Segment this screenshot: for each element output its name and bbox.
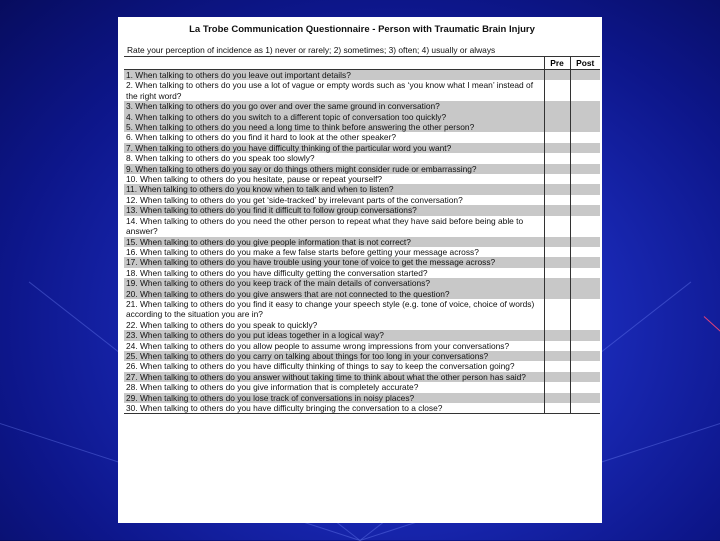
pre-rating-cell[interactable] — [544, 101, 570, 111]
question-text: 18. When talking to others do you have difficulty getting the conversation started? — [126, 267, 428, 278]
question-text: 30. When talking to others do you have difficulty bringing the conversation to a close? — [124, 403, 544, 414]
pre-rating-cell[interactable] — [544, 205, 570, 215]
question-row — [124, 112, 600, 122]
pre-rating-cell[interactable] — [544, 174, 570, 184]
post-rating-cell[interactable] — [570, 361, 600, 371]
post-rating-cell[interactable] — [570, 299, 600, 320]
question-text: 29. When talking to others do you lose track of conversations in noisy places? — [124, 393, 544, 403]
pre-rating-cell[interactable] — [544, 320, 570, 330]
question-row — [124, 299, 600, 320]
accent-line — [704, 316, 720, 337]
question-row — [124, 184, 600, 194]
pre-rating-cell[interactable] — [544, 80, 570, 101]
question-row — [124, 153, 600, 163]
post-rating-cell[interactable] — [570, 132, 600, 142]
question-row — [124, 195, 600, 205]
question-row — [124, 341, 600, 351]
post-rating-cell[interactable] — [570, 393, 600, 403]
question-text: 13. When talking to others do you find it difficult to follow group conversations? — [124, 205, 544, 215]
pre-rating-cell[interactable] — [544, 132, 570, 142]
post-rating-cell[interactable] — [570, 112, 600, 122]
post-rating-cell[interactable] — [570, 101, 600, 111]
pre-rating-cell[interactable] — [544, 112, 570, 122]
pre-rating-cell[interactable] — [544, 268, 570, 278]
pre-rating-cell[interactable] — [544, 299, 570, 320]
post-rating-cell[interactable] — [570, 247, 600, 257]
pre-rating-cell[interactable] — [544, 122, 570, 132]
question-text: 11. When talking to others do you know when to talk and when to listen? — [124, 184, 544, 194]
post-rating-cell[interactable] — [570, 382, 600, 392]
question-text: 19. When talking to others do you keep track of the main details of conversations? — [124, 278, 544, 288]
post-rating-cell[interactable] — [570, 195, 600, 205]
question-row — [124, 278, 600, 288]
instructions: Rate your perception of incidence as 1) never or rarely; 2) sometimes; 3) often; 4) usually or always — [127, 45, 496, 55]
question-text: 6. When talking to others do you find it hard to look at the other speaker? — [126, 132, 397, 143]
post-rating-cell[interactable] — [570, 268, 600, 278]
pre-rating-cell[interactable] — [544, 70, 570, 81]
question-text: 9. When talking to others do you say or do things others might consider rude or embarrassing? — [124, 164, 544, 174]
pre-rating-cell[interactable] — [544, 341, 570, 351]
post-rating-cell[interactable] — [570, 237, 600, 247]
question-row — [124, 289, 600, 299]
question-text: 17. When talking to others do you have trouble using your tone of voice to get the message across? — [124, 257, 544, 267]
questionnaire-sheet — [118, 17, 602, 523]
question-row — [124, 216, 600, 237]
post-rating-cell[interactable] — [570, 341, 600, 351]
question-row — [124, 143, 600, 153]
question-text: 23. When talking to others do you put ideas together in a logical way? — [124, 330, 544, 340]
post-rating-cell[interactable] — [570, 205, 600, 215]
pre-rating-cell[interactable] — [544, 372, 570, 382]
post-column-header: Post — [570, 57, 600, 70]
pre-rating-cell[interactable] — [544, 143, 570, 153]
question-text: 3. When talking to others do you go over and over the same ground in conversation? — [124, 101, 544, 111]
post-rating-cell[interactable] — [570, 216, 600, 237]
question-row — [124, 101, 600, 111]
document-title: La Trobe Communication Questionnaire - Person with Traumatic Brain Injury — [189, 24, 535, 35]
question-row — [124, 372, 600, 382]
question-row — [124, 268, 600, 278]
question-text: 28. When talking to others do you give information that is completely accurate? — [126, 382, 419, 393]
post-rating-cell[interactable] — [570, 372, 600, 382]
pre-rating-cell[interactable] — [544, 361, 570, 371]
questionnaire-table — [124, 56, 600, 414]
post-rating-cell[interactable] — [570, 70, 600, 81]
question-row — [124, 320, 600, 330]
pre-rating-cell[interactable] — [544, 382, 570, 392]
pre-rating-cell[interactable] — [544, 237, 570, 247]
post-rating-cell[interactable] — [570, 289, 600, 299]
question-row — [124, 205, 600, 215]
pre-rating-cell[interactable] — [544, 289, 570, 299]
question-row — [124, 70, 600, 81]
question-row — [124, 257, 600, 267]
question-text: 1. When talking to others do you leave out important details? — [124, 70, 544, 81]
question-text: 27. When talking to others do you answer without taking time to think about what the other person has said? — [124, 372, 544, 382]
post-rating-cell[interactable] — [570, 351, 600, 361]
question-row — [124, 393, 600, 403]
pre-rating-cell[interactable] — [544, 278, 570, 288]
question-text: 15. When talking to others do you give people information that is not correct? — [124, 237, 544, 247]
question-text: 25. When talking to others do you carry on talking about things for too long in your conversations? — [124, 351, 544, 361]
question-row — [124, 351, 600, 361]
question-row — [124, 132, 600, 142]
question-text: 16. When talking to others do you make a few false starts before getting your message across? — [126, 246, 479, 257]
pre-rating-cell[interactable] — [544, 403, 570, 414]
question-text: 14. When talking to others do you need the other person to repeat what they have said before being able to answer? — [126, 215, 524, 237]
post-rating-cell[interactable] — [570, 80, 600, 101]
pre-rating-cell[interactable] — [544, 164, 570, 174]
question-text: 20. When talking to others do you give answers that are not connected to the question? — [124, 289, 544, 299]
question-text: 4. When talking to others do you switch to a different topic of conversation too quickly? — [124, 112, 544, 122]
post-rating-cell[interactable] — [570, 174, 600, 184]
post-rating-cell[interactable] — [570, 403, 600, 414]
post-rating-cell[interactable] — [570, 330, 600, 340]
pre-rating-cell[interactable] — [544, 351, 570, 361]
post-rating-cell[interactable] — [570, 143, 600, 153]
question-row — [124, 403, 600, 414]
pre-rating-cell[interactable] — [544, 216, 570, 237]
post-rating-cell[interactable] — [570, 122, 600, 132]
question-row — [124, 247, 600, 257]
pre-rating-cell[interactable] — [544, 195, 570, 205]
question-text: 26. When talking to others do you have difficulty thinking of things to say to keep the conversation going? — [126, 361, 515, 372]
question-row — [124, 382, 600, 392]
question-row — [124, 174, 600, 184]
pre-rating-cell[interactable] — [544, 153, 570, 163]
post-rating-cell[interactable] — [570, 184, 600, 194]
pre-column-header: Pre — [544, 57, 570, 70]
question-text: 5. When talking to others do you need a long time to think before answering the other person? — [124, 122, 544, 132]
question-row — [124, 164, 600, 174]
question-text: 7. When talking to others do you have difficulty thinking of the particular word you want? — [124, 143, 544, 153]
question-row — [124, 237, 600, 247]
post-rating-cell[interactable] — [570, 257, 600, 267]
pre-rating-cell[interactable] — [544, 257, 570, 267]
pre-rating-cell[interactable] — [544, 393, 570, 403]
post-rating-cell[interactable] — [570, 164, 600, 174]
pre-rating-cell[interactable] — [544, 330, 570, 340]
question-row — [124, 330, 600, 340]
question-header — [124, 57, 544, 70]
question-text: 24. When talking to others do you allow people to assume wrong impressions from your conversations? — [126, 340, 510, 351]
post-rating-cell[interactable] — [570, 278, 600, 288]
pre-rating-cell[interactable] — [544, 247, 570, 257]
question-text: 22. When talking to others do you speak to quickly? — [126, 319, 318, 330]
question-text: 21. When talking to others do you find it easy to change your speech style (e.g. tone of voice, choice of words) according to the situation you are in? — [126, 298, 535, 320]
question-row — [124, 361, 600, 371]
question-text: 10. When talking to others do you hesitate, pause or repeat yourself? — [126, 174, 383, 185]
post-rating-cell[interactable] — [570, 320, 600, 330]
post-rating-cell[interactable] — [570, 153, 600, 163]
question-text: 8. When talking to others do you speak too slowly? — [126, 153, 315, 164]
pre-rating-cell[interactable] — [544, 184, 570, 194]
question-text: 2. When talking to others do you use a lot of vague or empty words such as ‘you know what I mean’ instead of the right word? — [126, 80, 534, 101]
question-text: 12. When talking to others do you get ‘side-tracked’ by irrelevant parts of the conversation? — [126, 194, 463, 205]
question-row — [124, 80, 600, 101]
question-list — [124, 70, 600, 414]
question-row — [124, 122, 600, 132]
